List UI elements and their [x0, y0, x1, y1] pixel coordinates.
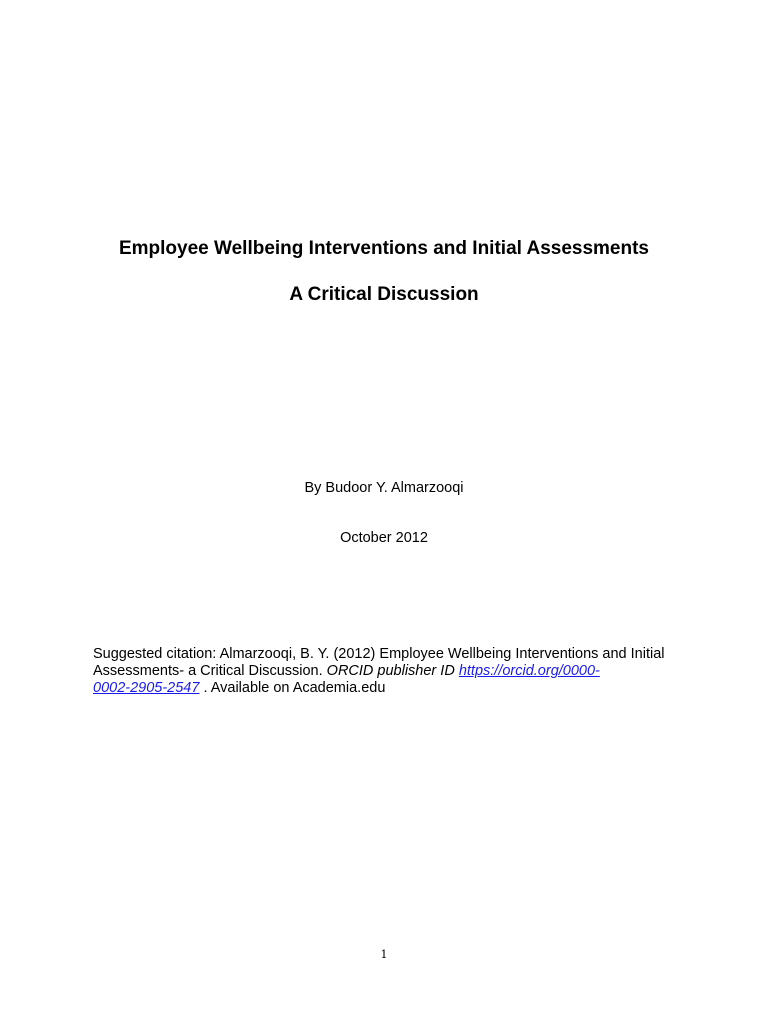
orcid-link-part1: https://orcid.org/0000- [458, 663, 600, 679]
author-line: By Budoor Y. Almarzooqi [304, 480, 464, 496]
document-subtitle: A Critical Discussion [289, 284, 479, 305]
orcid-link-part2: 0002-2905-2547 [93, 680, 200, 696]
suggested-citation [93, 646, 683, 697]
document-title: Employee Wellbeing Interventions and Initial Assessments [118, 238, 650, 259]
document-date: October 2012 [340, 530, 428, 546]
citation-tail: . Available on Academia.edu [199, 680, 386, 696]
orcid-label: ORCID publisher ID [326, 663, 459, 679]
page-number: 1 [380, 948, 388, 961]
citation-lead: Suggested citation: Almarzooqi, B. Y. (2012) Employee Wellbeing Interventions and Initial Assessments- a Critical Discussion. [93, 646, 665, 679]
